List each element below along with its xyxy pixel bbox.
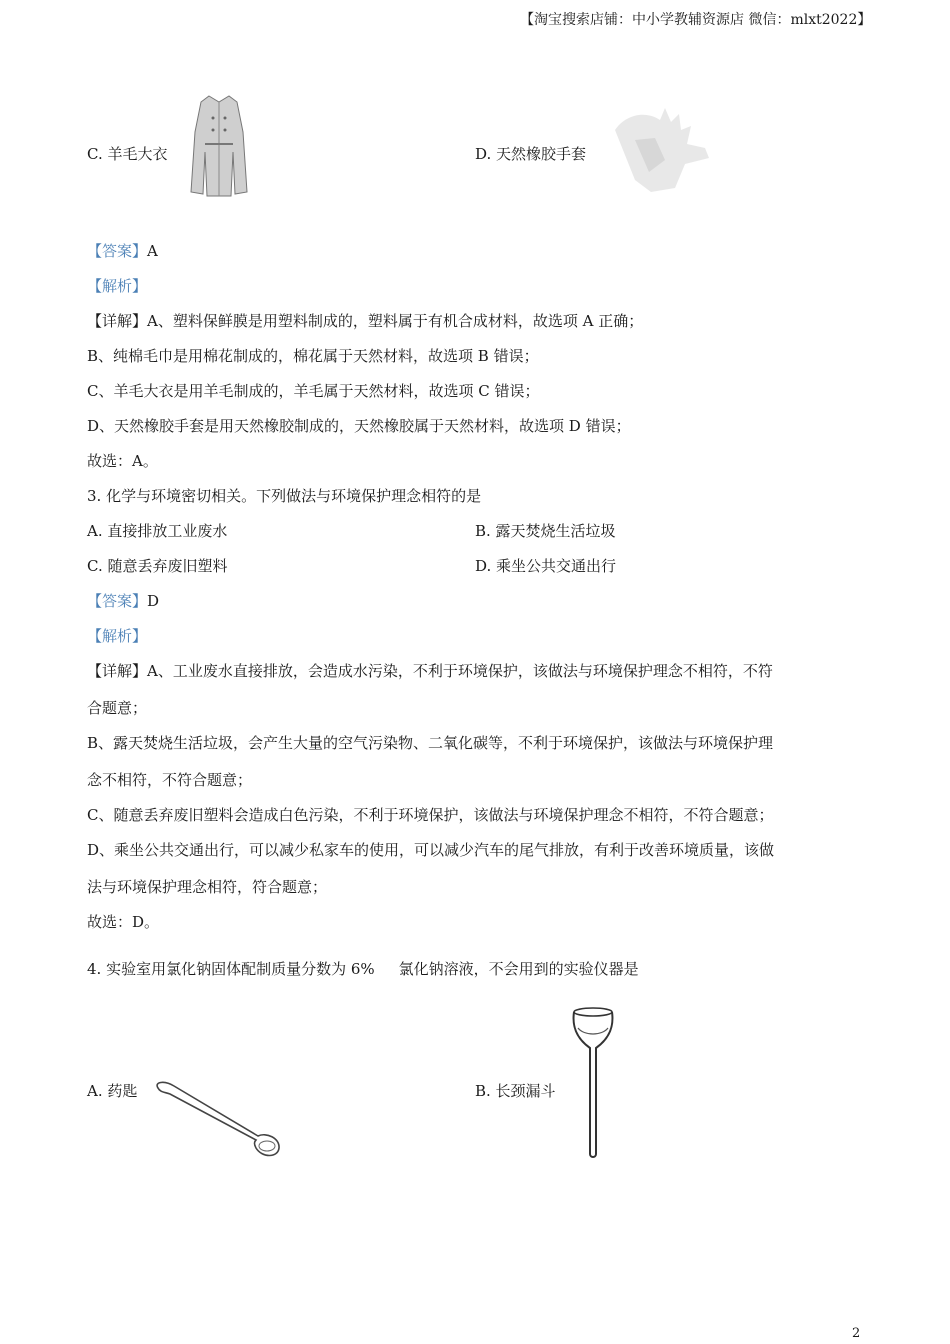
q3-detail-b-line1: B、露天焚烧生活垃圾，会产生大量的空气污染物、二氧化碳等，不利于环境保护，该做法与环境保护理 <box>87 734 774 752</box>
detail-tag: 【详解】 <box>87 662 148 680</box>
long-neck-funnel-image <box>568 1006 618 1160</box>
q2-option-d: D. 天然橡胶手套 <box>475 145 587 163</box>
q2-answer <box>87 241 158 261</box>
q3-conclusion: 故选：D。 <box>87 913 160 931</box>
q2-detail-c: C、羊毛大衣是用羊毛制成的，羊毛属于天然材料，故选项 C 错误； <box>87 382 540 400</box>
q3-option-c: C. 随意丢弃废旧塑料 <box>87 557 228 575</box>
q3-analysis-tag: 【解析】 <box>87 627 148 645</box>
q3-detail-a-line1 <box>87 661 773 681</box>
q2-detail-d: D、天然橡胶手套是用天然橡胶制成的，天然橡胶属于天然材料，故选项 D 错误； <box>87 417 631 435</box>
q4-stem <box>87 959 639 979</box>
q4-option-b: B. 长颈漏斗 <box>475 1082 556 1100</box>
q2-conclusion: 故选：A。 <box>87 452 158 470</box>
q3-answer <box>87 591 159 611</box>
q3-detail-d-line2: 法与环境保护理念相符，符合题意； <box>87 878 328 896</box>
medicine-spoon-image <box>150 1078 285 1160</box>
q3-option-a: A. 直接排放工业废水 <box>87 522 228 540</box>
q2-detail-line1 <box>87 311 643 331</box>
detail-text: A、工业废水直接排放，会造成水污染，不利于环境保护，该做法与环境保护理念不相符，不符 <box>147 662 773 680</box>
detail-text: A、塑料保鲜膜是用塑料制成的，塑料属于有机合成材料，故选项 A 正确； <box>147 312 644 330</box>
answer-tag: 【答案】 <box>87 242 148 260</box>
answer-value: A <box>147 242 158 260</box>
q3-option-d: D. 乘坐公共交通出行 <box>475 557 617 575</box>
q3-option-b: B. 露天焚烧生活垃圾 <box>475 522 616 540</box>
q3-detail-a-line2: 合题意； <box>87 699 148 717</box>
detail-tag: 【详解】 <box>87 312 148 330</box>
rubber-glove-image <box>605 100 717 200</box>
q2-detail-b: B、纯棉毛巾是用棉花制成的，棉花属于天然材料，故选项 B 错误； <box>87 347 539 365</box>
q3-detail-b-line2: 念不相符，不符合题意； <box>87 771 253 789</box>
answer-value: D <box>147 592 160 610</box>
q4-option-a: A. 药匙 <box>87 1082 138 1100</box>
q2-analysis-tag: 【解析】 <box>87 277 148 295</box>
wool-coat-image <box>185 92 253 200</box>
q4-stem-part1: 4. 实验室用氯化钠固体配制质量分数为 6% <box>87 960 375 978</box>
page-number: 2 <box>852 1326 861 1341</box>
q3-detail-c: C、随意丢弃废旧塑料会造成白色污染，不利于环境保护，该做法与环境保护理念不相符，不符合题意； <box>87 806 774 824</box>
answer-tag: 【答案】 <box>87 592 148 610</box>
page-header: 【淘宝搜索店铺：中小学教辅资源店 微信：mlxt2022】 <box>520 12 872 28</box>
q3-stem: 3. 化学与环境密切相关。下列做法与环境保护理念相符的是 <box>87 487 482 505</box>
q3-detail-d-line1: D、乘坐公共交通出行，可以减少私家车的使用，可以减少汽车的尾气排放，有利于改善环境质量，该做 <box>87 841 775 859</box>
q4-stem-part2: 氯化钠溶液，不会用到的实验仪器是 <box>398 960 639 978</box>
q2-option-c: C. 羊毛大衣 <box>87 145 168 163</box>
